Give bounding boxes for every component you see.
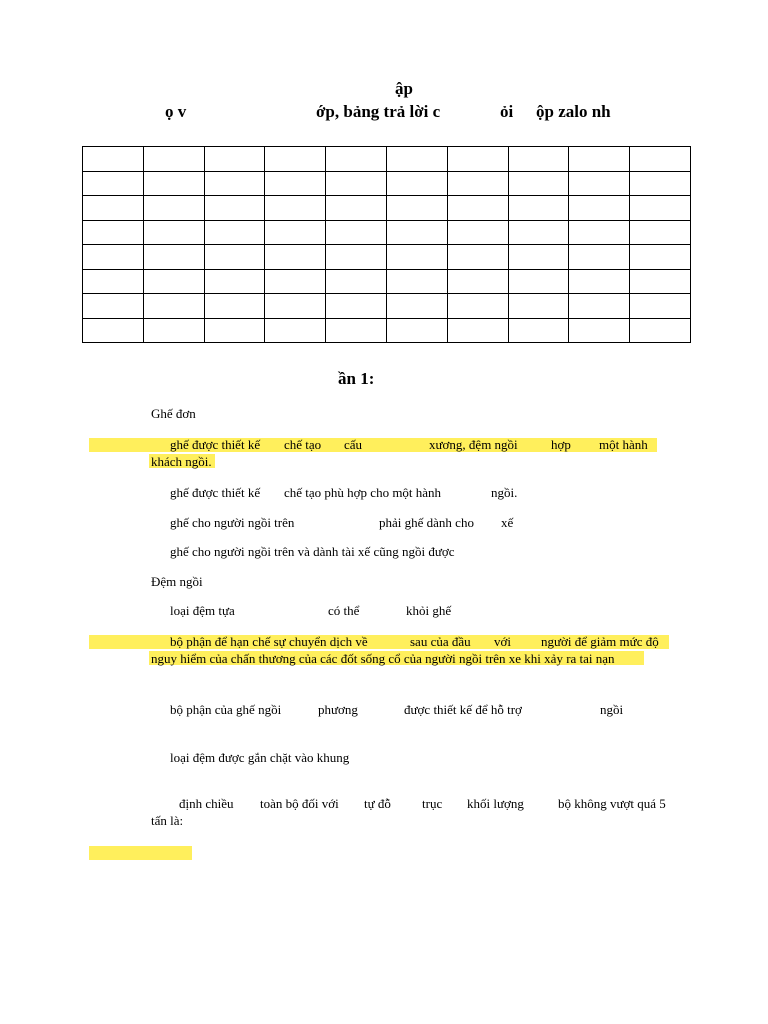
answer-table-cell (630, 171, 691, 196)
title-line-2-part-a: ọ v (165, 102, 187, 121)
answer-table-cell (447, 220, 508, 245)
answer-table-row (83, 318, 691, 343)
answer-table-cell (265, 245, 326, 270)
answer-table-cell (569, 171, 630, 196)
answer-table-cell (630, 245, 691, 270)
answer-table-cell (508, 318, 569, 343)
answer-2c-part-4: ngồi (600, 702, 624, 717)
answer-1d: ghế cho người ngồi trên và dành tài xế cũng ngồi được (170, 544, 455, 559)
answer-1a-part-5: hợp (551, 437, 571, 452)
answer-table-cell (386, 245, 447, 270)
answer-table-cell (265, 220, 326, 245)
answer-table-cell (386, 196, 447, 221)
question-3-part-3: tự đỗ (364, 796, 391, 811)
answer-table-cell (630, 269, 691, 294)
answer-table-cell (326, 318, 387, 343)
question-3-part-4: trục (422, 796, 443, 811)
answer-table-cell (508, 294, 569, 319)
answer-table-cell (143, 196, 204, 221)
answer-table-cell (447, 171, 508, 196)
answer-table-cell (569, 269, 630, 294)
answer-table-cell (326, 147, 387, 172)
answer-1a-part-2: chế tạo (284, 437, 322, 452)
answer-table-cell (204, 318, 265, 343)
answer-table-cell (326, 171, 387, 196)
answer-table-row (83, 196, 691, 221)
answer-table-row (83, 294, 691, 319)
answer-table-cell (83, 196, 144, 221)
answer-table-cell (630, 294, 691, 319)
answer-table-cell (326, 220, 387, 245)
answer-2b-part-3: với (494, 634, 511, 649)
answer-table-cell (143, 318, 204, 343)
answer-table-cell (83, 147, 144, 172)
answer-table-cell (508, 269, 569, 294)
answer-table-cell (265, 196, 326, 221)
answer-1b-part-3: ngồi. (491, 485, 518, 500)
answer-2b-part-2: sau của đầu (410, 634, 471, 649)
answer-2b-part-4: người để giảm mức độ (541, 634, 659, 649)
answer-table-row (83, 171, 691, 196)
answer-table-cell (265, 294, 326, 319)
question-3-part-6: bộ không vượt quá 5 (558, 796, 666, 811)
answer-table-cell (630, 196, 691, 221)
question-1-text: Ghế đơn (151, 406, 196, 421)
answer-table-cell (508, 220, 569, 245)
answer-table-cell (143, 171, 204, 196)
answer-1b-part-2: chế tạo phù hợp cho một hành (284, 485, 442, 500)
answer-2c-part-2: phương (318, 702, 358, 717)
question-3-part-2: toàn bộ đối với (260, 796, 339, 811)
answer-1a-part-7: khách ngồi. (151, 454, 212, 469)
section-heading: ần 1: (338, 369, 375, 388)
title-line-2-part-c: ỏi (500, 102, 514, 121)
question-3-part-7: tấn là: (151, 813, 184, 828)
answer-table-cell (569, 318, 630, 343)
answer-2c-part-3: được thiết kế để hỗ trợ (404, 702, 522, 717)
answer-table-cell (386, 147, 447, 172)
answer-2a-part-3: khỏi ghế (406, 603, 452, 618)
answer-table-cell (83, 220, 144, 245)
answer-table-cell (204, 294, 265, 319)
answer-2b-part-1: bộ phận để hạn chế sự chuyển dịch về (170, 634, 368, 649)
answer-table-cell (447, 147, 508, 172)
answer-table-cell (569, 245, 630, 270)
title-line-2-part-b: ớp, bảng trả lời c (316, 102, 441, 121)
answer-table-cell (265, 318, 326, 343)
answer-table-cell (569, 220, 630, 245)
answer-table-cell (630, 318, 691, 343)
answer-2a-part-2: có thể (328, 603, 360, 618)
answer-table-row (83, 220, 691, 245)
answer-table-cell (386, 171, 447, 196)
answer-table-cell (508, 196, 569, 221)
answer-table-cell (143, 245, 204, 270)
answer-table-cell (204, 245, 265, 270)
answer-table-cell (630, 147, 691, 172)
answer-table-cell (265, 171, 326, 196)
answer-table-cell (83, 245, 144, 270)
answer-table-cell (204, 269, 265, 294)
question-3-part-5: khối lượng (467, 796, 524, 811)
answer-table-cell (326, 196, 387, 221)
answer-table-row (83, 269, 691, 294)
answer-1c-part-3: xế (501, 515, 514, 530)
answer-table-cell (326, 294, 387, 319)
answer-table-cell (265, 269, 326, 294)
answer-table-cell (508, 147, 569, 172)
answer-2b-part-5: nguy hiểm của chấn thương của các đốt sống cổ của người ngồi trên xe khi xảy ra tai nạn (151, 651, 615, 666)
highlight-answer-3a (89, 846, 192, 860)
answer-table-row (83, 245, 691, 270)
answer-table-cell (386, 318, 447, 343)
answer-table-cell (447, 196, 508, 221)
answer-table-cell (326, 245, 387, 270)
answer-table-cell (143, 147, 204, 172)
answer-table-cell (143, 220, 204, 245)
answer-2a-part-1: loại đệm tựa (170, 603, 235, 618)
answer-table-cell (386, 269, 447, 294)
answer-table-cell (569, 294, 630, 319)
answer-table-row (83, 147, 691, 172)
answer-table-cell (630, 220, 691, 245)
answer-table-cell (143, 294, 204, 319)
answer-table-cell (386, 294, 447, 319)
answer-2c-part-1: bộ phận của ghế ngồi (170, 702, 282, 717)
answer-table-cell (204, 147, 265, 172)
answer-table-cell (569, 196, 630, 221)
answer-table-cell (83, 318, 144, 343)
answer-table-cell (204, 171, 265, 196)
answer-1c-part-1: ghế cho người ngồi trên (170, 515, 295, 530)
answer-1c-part-2: phải ghế dành cho (379, 515, 474, 530)
answer-table-cell (508, 171, 569, 196)
answer-1a-part-4: xương, đệm ngồi (429, 437, 518, 452)
answer-table-cell (83, 294, 144, 319)
answer-2d: loại đệm được gắn chặt vào khung (170, 750, 350, 765)
answer-1a-part-3: cấu (344, 437, 363, 452)
answer-table (82, 146, 691, 343)
answer-1b-part-1: ghế được thiết kế (170, 485, 261, 500)
answer-table-cell (447, 294, 508, 319)
answer-table-cell (265, 147, 326, 172)
answer-table-cell (447, 318, 508, 343)
title-line-1: ập (395, 79, 413, 98)
answer-table-cell (143, 269, 204, 294)
answer-1a-part-6: một hành (599, 437, 648, 452)
answer-table-cell (204, 196, 265, 221)
answer-1a-part-1: ghế được thiết kế (170, 437, 261, 452)
answer-table-cell (204, 220, 265, 245)
answer-table-cell (386, 220, 447, 245)
answer-table-cell (83, 269, 144, 294)
answer-table-cell (447, 245, 508, 270)
answer-table-cell (569, 147, 630, 172)
question-3-part-1: định chiều (179, 796, 234, 811)
answer-table-cell (326, 269, 387, 294)
title-line-2-part-d: ộp zalo nh (536, 102, 611, 121)
answer-table-cell (83, 171, 144, 196)
answer-table-cell (508, 245, 569, 270)
question-2-text: Đệm ngồi (151, 574, 203, 589)
answer-table-cell (447, 269, 508, 294)
